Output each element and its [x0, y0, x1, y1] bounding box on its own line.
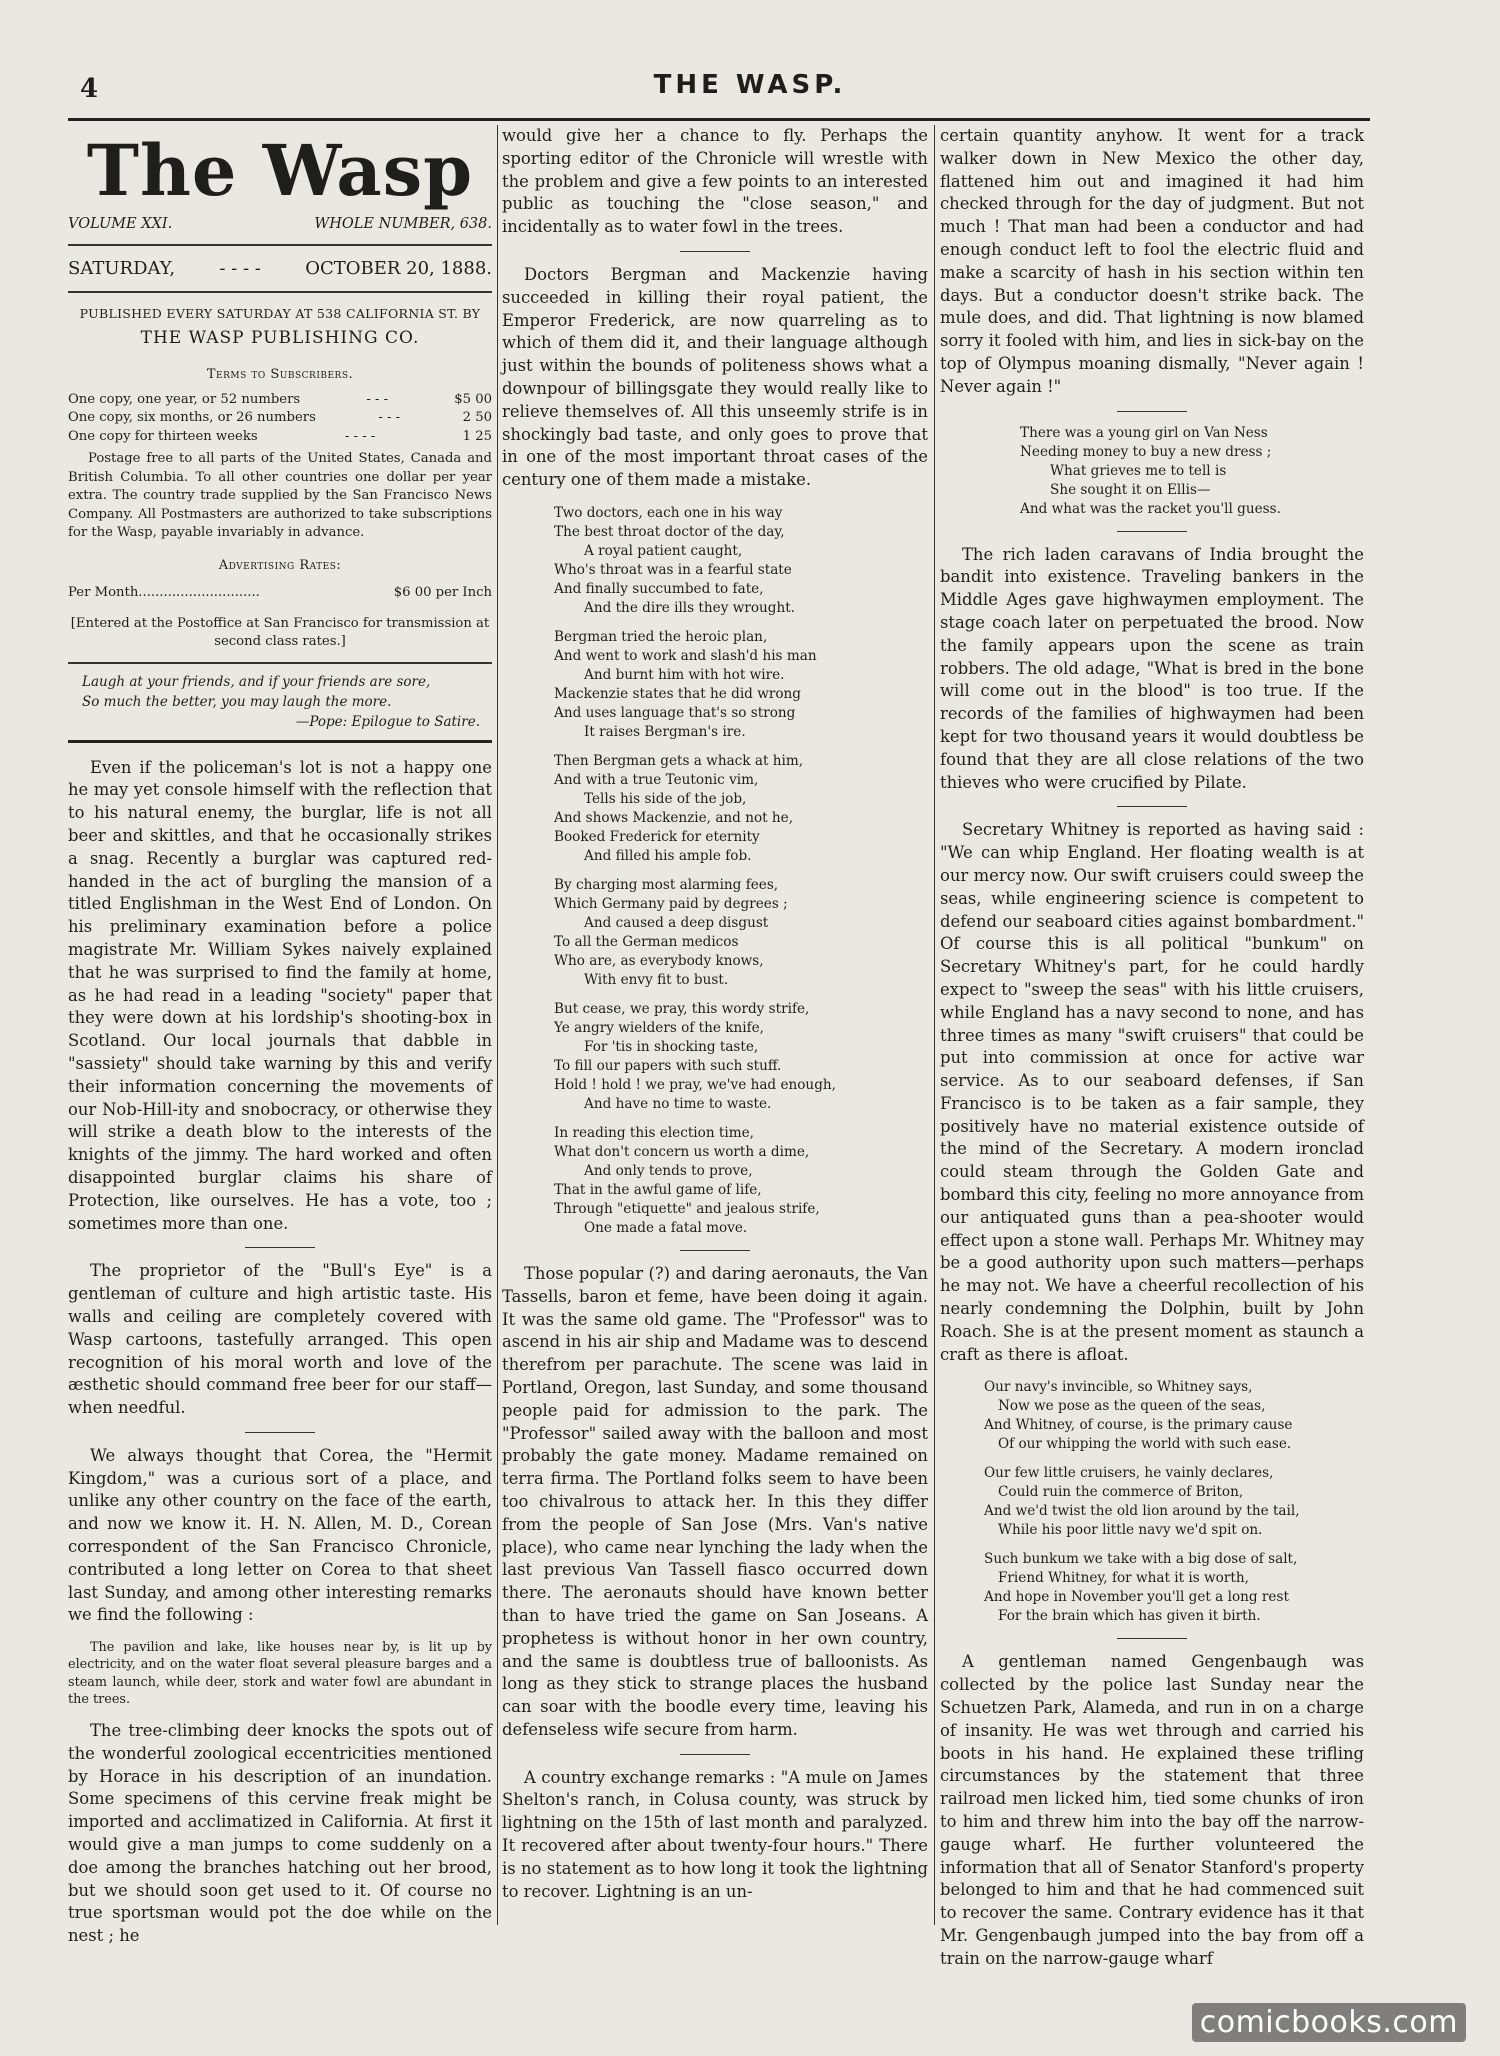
masthead-title: The Wasp — [86, 129, 474, 212]
navy-poem — [984, 1378, 1364, 1626]
poem-line: And with a true Teutonic vim, — [554, 771, 759, 788]
column-1 — [68, 125, 492, 1960]
poem-line: And finally succumbed to fate, — [554, 580, 764, 597]
poem-line: Could ruin the commerce of Briton, — [998, 1484, 1244, 1501]
poem-line: And went to work and slash'd his man — [554, 647, 817, 664]
poem-line: Then Bergman gets a whack at him, — [554, 752, 804, 769]
date-dashes: - - - - — [219, 257, 261, 279]
terms-label: One copy, one year, or 52 numbers — [68, 391, 301, 407]
publisher-name: THE WASP PUBLISHING CO. — [140, 328, 420, 349]
article-deer: The tree-climbing deer knocks the spots out of the wonderful zoological eccentricities mentioned by Horace in his description of an inundation. Some specimens of this cervine freak might be imported and acclimatized in California. At first it would give a man jumps to come suddenly on a doe among the branches hatching out her brood, but we should soon get used to it. Of course no true sportsman would pot the doe while on the nest ; he — [68, 1721, 492, 1946]
terms-dots: - - - - — [344, 428, 376, 444]
poem-line: Our navy's invincible, so Whitney says, — [984, 1379, 1253, 1396]
poem-line: While his poor little navy we'd spit on. — [998, 1522, 1263, 1539]
day-label: SATURDAY, — [68, 257, 176, 279]
poem-line: A royal patient caught, — [584, 542, 743, 559]
poem-stanza — [984, 1378, 1364, 1454]
poem-line: And filled his ample fob. — [584, 847, 752, 864]
van-ness-limerick — [1020, 424, 1364, 519]
terms-row — [68, 428, 492, 447]
column-divider-1 — [497, 125, 498, 1925]
poem-line: And burnt him with hot wire. — [584, 666, 785, 683]
date-label: OCTOBER 20, 1888. — [305, 257, 492, 279]
poem-line: Friend Whitney, for what it is worth, — [998, 1570, 1249, 1587]
epigraph-line-1: Laugh at your friends, and if your friends are sore, — [82, 673, 431, 690]
column-3 — [940, 125, 1364, 1983]
article-doctors: Doctors Bergman and Mackenzie having succeeded in killing their royal patient, the Emperor Frederick, are now quarreling as to which of them did it, and their language although just within the bounds of politeness shows what a downpour of billingsgate they would really like to relieve themselves of. All this unseemly strife is in shockingly bad taste, and only goes to prove that in one of the most important throat cases of the century one of them made a mistake. — [502, 264, 928, 490]
published-line: PUBLISHED EVERY SATURDAY AT 538 CALIFORNIA ST. BY — [79, 305, 481, 321]
poem-line: And caused a deep disgust — [584, 914, 769, 931]
poem-line: But cease, we pray, this wordy strife, — [554, 1000, 810, 1017]
poem-line: And Whitney, of course, is the primary cause — [984, 1417, 1293, 1434]
article-corea: We always thought that Corea, the "Hermit Kingdom," was a curious sort of a place, and unlike any other country on the face of the earth, and now we know it. H. N. Allen, M. D., Corean correspondent of the San Francisco Chronicle, contributed a long letter on Corea to that sheet last Sunday, and among other interesting remarks we find the following : — [68, 1445, 492, 1625]
epigraph-source: —Pope: Epilogue to Satire. — [295, 713, 480, 730]
separator — [1117, 411, 1187, 412]
page-number: 4 — [80, 74, 99, 104]
top-rule — [68, 118, 1370, 121]
terms-row — [68, 391, 492, 410]
date-row — [68, 258, 492, 281]
poem-stanza — [984, 1464, 1364, 1540]
terms-label: One copy, six months, or 26 numbers — [68, 410, 316, 426]
column-2 — [502, 125, 928, 1915]
separator — [680, 1754, 750, 1755]
separator — [1117, 806, 1187, 807]
poem-line: In reading this election time, — [554, 1124, 754, 1141]
article-highwaymen: The rich laden caravans of India brought the bandit into existence. Traveling bankers in the Middle Ages gave highwaymen employment. The stage coach later on perpetuated the brood. Now the family appears upon the scene as train robbers. The old adage, "What is bred in the bone will come out in the blood" is too true. If the records of the families of highwaymen had been kept for two thousand years it would doubtless be found that they are all close relations of the two thieves who were crucified by Pilate. — [940, 544, 1364, 792]
poem-line: It raises Bergman's ire. — [584, 723, 746, 740]
article-aeronauts: Those popular (?) and daring aeronauts, the Van Tassells, baron et feme, have been doing it again. It was the same old game. The "Professor" was to ascend in his air ship and Madame was to descend therefrom per parachute. The scene was laid in Portland, Oregon, last Sunday, and some thousand people paid for admission to the park. The "Professor" sailed away with the balloon and most probably the gate money. Madame remained on terra firma. The Portland folks seem to have been too chivalrous to attack her. In this they differ from the people of San Jose (Mrs. Van's native place), who came near lynching the lady when the last previous Van Tassell fiasco occurred down there. The aeronauts should have known better than to have tried the game on San Joseans. A prophetess is without honor in her own country, and the same is doubtless true of balloonists. As long as they stick to strange places the husband can soar with the boodle every time, leaving his defenseless wife secure from harm. — [502, 1263, 928, 1739]
poem-line: Tells his side of the job, — [584, 790, 747, 807]
poem-line: Ye angry wielders of the knife, — [554, 1019, 764, 1036]
poem-line: Hold ! hold ! we pray, we've had enough, — [554, 1076, 836, 1093]
epigraph — [82, 672, 492, 732]
running-head: THE WASP. — [653, 70, 847, 100]
poem-line: To fill our papers with such stuff. — [554, 1057, 782, 1074]
poem-stanza — [554, 628, 928, 742]
poem-line: The best throat doctor of the day, — [554, 523, 785, 540]
terms-label: One copy for thirteen weeks — [68, 428, 258, 444]
article-deer-continued: would give her a chance to fly. Perhaps the sporting editor of the Chronicle will wrestle with the problem and give a few points to an interested public as touching the "close season," and incidentally as to water fowl in the trees. — [502, 126, 928, 237]
poem-line: And we'd twist the old lion around by the tail, — [984, 1503, 1300, 1520]
poem-line: Now we pose as the queen of the seas, — [998, 1398, 1266, 1415]
poem-line: With envy fit to bust. — [584, 971, 729, 988]
article-mule: A country exchange remarks : "A mule on James Shelton's ranch, in Colusa county, was struck by lightning on the 15th of last month and paralyzed. It recovered after about twenty-four hours." There is no statement as to how long it took the lightning to recover. Lightning is an un- — [502, 1767, 928, 1901]
separator — [680, 251, 750, 252]
poem-line: Bergman tried the heroic plan, — [554, 628, 768, 645]
poem-line: Mackenzie states that he did wrong — [554, 685, 801, 702]
advertising-heading: Advertising Rates: — [218, 557, 342, 573]
separator — [1117, 531, 1187, 532]
article-gengenbaugh: A gentleman named Gengenbaugh was collected by the police last Sunday near the Schuetzen Park, Alameda, and run in on a charge of insanity. He was wet through and carried his boots in his hand. He explained these trifling circumstances by the statement that three railroad men licked him, tied some chunks of iron to him and threw him into the bay off the narrow-gauge wharf. He further volunteered the information that all of Senator Stanford's property belonged to him and that he had commenced suit to recover the same. Contrary evidence has it that Mr. Gengenbaugh jumped into the bay from off a train on the narrow-gauge wharf — [940, 1652, 1364, 1968]
poem-line: That in the awful game of life, — [554, 1181, 762, 1198]
poem-line: And shows Mackenzie, and not he, — [554, 809, 794, 826]
poem-line: By charging most alarming fees, — [554, 876, 779, 893]
whole-number-label: WHOLE NUMBER, 638. — [314, 216, 492, 232]
article-whitney: Secretary Whitney is reported as having said : "We can whip England. Her floating wealth is at our mercy now. Our swift cruisers could sweep the seas, while engineering science is competent to defend our seaboard cities against bombardment." Of course this is all political "bunkum" on Secretary Whitney's part, for he could hardly expect to "sweep the seas" with his little cruisers, while England has a navy second to none, and has three times as many "swift cruisers" that could be put into commission at once for active war service. As to our seaboard defenses, if San Francisco is to be taken as a fair sample, they positively have no material existence outside of the mind of the Secretary. A modern ironclad could steam through the Golden Gate and bombard this city, feeling no more annoyance from our antiquated guns than a pea-shooter would effect upon a stone wall. Perhaps Mr. Whitney may be a good authority upon such matters—perhaps he may not. We have a cheerful recollection of his nearly condemning the Dolphin, built by John Roach. She is at the present moment as staunch a craft as there is afloat. — [940, 820, 1364, 1364]
article-bulls-eye: The proprietor of the "Bull's Eye" is a gentleman of culture and high artistic taste. His walls and ceiling are completely covered with Wasp cartoons, tastefully arranged. This open recognition of his moral worth and love of the æsthetic should command free beer for our staff—when needful. — [68, 1261, 492, 1418]
volume-label: VOLUME XXI. — [68, 216, 173, 232]
poem-line: For the brain which has given it birth. — [998, 1608, 1261, 1625]
separator — [1117, 1638, 1187, 1639]
poem-line: Which Germany paid by degrees ; — [554, 895, 788, 912]
article-lightning-continued: certain quantity anyhow. It went for a track walker down in New Mexico the other day, flattened him out and imagined it had him checked through for the day of judgment. But not much ! That man had been a conductor and had enough conduct left to fool the electric fluid and make a scarcity of hash in his section within ten days. But a conductor doesn't strike back. The mule does, and did. That lightning is now blamed sorry it fooled with him, and lies in sick-bay on the top of Olympus moaning dismally, "Never again ! Never again !" — [940, 126, 1364, 396]
poem-line: Two doctors, each one in his way — [554, 504, 783, 521]
terms-price: $5 00 — [454, 391, 492, 407]
column-divider-2 — [934, 125, 935, 1925]
separator — [680, 1250, 750, 1251]
poem-stanza — [554, 876, 928, 990]
terms-price: 1 25 — [462, 428, 492, 444]
poem-line: Of our whipping the world with such ease. — [998, 1436, 1292, 1453]
corea-quote: The pavilion and lake, like houses near by, is lit up by electricity, and on the water float several pleasure barges and a steam launch, while deer, stork and water fowl are abundant in the trees. — [68, 1640, 492, 1707]
poem-line: And uses language that's so strong — [554, 704, 796, 721]
poem-line: And have no time to waste. — [584, 1095, 772, 1112]
terms-row — [68, 409, 492, 428]
poem-line: One made a fatal move. — [584, 1219, 748, 1236]
poem-line: What grieves me to tell is — [1050, 462, 1227, 479]
entered-notice: [Entered at the Postoffice at San Francisco for transmission at second class rates.] — [70, 615, 490, 650]
epigraph-line-2: So much the better, you may laugh the more. — [82, 693, 392, 710]
poem-line: And hope in November you'll get a long rest — [984, 1589, 1289, 1606]
terms-price: 2 50 — [462, 410, 492, 426]
divider — [68, 662, 492, 664]
poem-line: She sought it on Ellis— — [1050, 481, 1211, 498]
separator — [245, 1432, 315, 1433]
separator — [245, 1247, 315, 1248]
thick-rule — [68, 740, 492, 743]
advertising-rate — [68, 582, 492, 605]
poem-line: Booked Frederick for eternity — [554, 828, 760, 845]
poem-line: Our few little cruisers, he vainly declares, — [984, 1465, 1274, 1482]
poem-line: What don't concern us worth a dime, — [554, 1143, 810, 1160]
rate-price: $6 00 per Inch — [393, 584, 492, 600]
poem-line: Through "etiquette" and jealous strife, — [554, 1200, 820, 1217]
poem-stanza — [554, 752, 928, 866]
postage-notice: Postage free to all parts of the United States, Canada and British Columbia. To all other countries one dollar per year extra. The country trade supplied by the San Francisco News Company. All Postmasters are authorized to take subscriptions for the Wasp, payable invariably in advance. — [68, 451, 492, 541]
poem-stanza — [554, 504, 928, 618]
doctors-poem — [554, 504, 928, 1238]
volume-row — [68, 213, 492, 236]
divider — [68, 244, 492, 246]
terms-heading: Terms to Subscribers. — [206, 367, 354, 383]
poem-line: And only tends to prove, — [584, 1162, 753, 1179]
article-burglar: Even if the policeman's lot is not a happy one he may yet console himself with the reflection that to his natural enemy, the burglar, life is not all beer and skittles, and that he occasionally strikes a snag. Recently a burglar was captured red-handed in the act of burgling the mansion of a titled Englishman in the West End of London. On his preliminary examination before a police magistrate Mr. William Sykes naively explained that he was surprised to find the family at home, as he had read in a leading "society" paper that they were down at his lordship's shooting-box in Scotland. Our local journals that dabble in "sassiety" should take warning by this and verify their information concerning the movements of our Nob-Hill-ity and snobocracy, or otherwise they will strike a death blow to the interests of the knights of the jimmy. The hard worked and often disappointed burglar claims his share of Protection, like ourselves. He has a vote, too ; sometimes more than one. — [68, 757, 492, 1233]
poem-line: Needing money to buy a new dress ; — [1020, 443, 1272, 460]
poem-line: To all the German medicos — [554, 933, 739, 950]
watermark: comicbooks.com — [1192, 2003, 1466, 2042]
poem-stanza — [554, 1000, 928, 1114]
terms-dots: - - - — [378, 410, 401, 426]
poem-line: For 'tis in shocking taste, — [584, 1038, 759, 1055]
terms-dots: - - - — [366, 391, 389, 407]
poem-stanza — [554, 1124, 928, 1238]
poem-line: And the dire ills they wrought. — [584, 599, 796, 616]
poem-line: Such bunkum we take with a big dose of salt, — [984, 1551, 1298, 1568]
poem-line: Who's throat was in a fearful state — [554, 561, 792, 578]
poem-stanza — [984, 1550, 1364, 1626]
rate-label: Per Month............................. — [68, 584, 260, 600]
poem-line: And what was the racket you'll guess. — [1020, 500, 1281, 517]
divider — [68, 291, 492, 293]
poem-line: There was a young girl on Van Ness — [1020, 424, 1268, 441]
poem-line: Who are, as everybody knows, — [554, 952, 764, 969]
